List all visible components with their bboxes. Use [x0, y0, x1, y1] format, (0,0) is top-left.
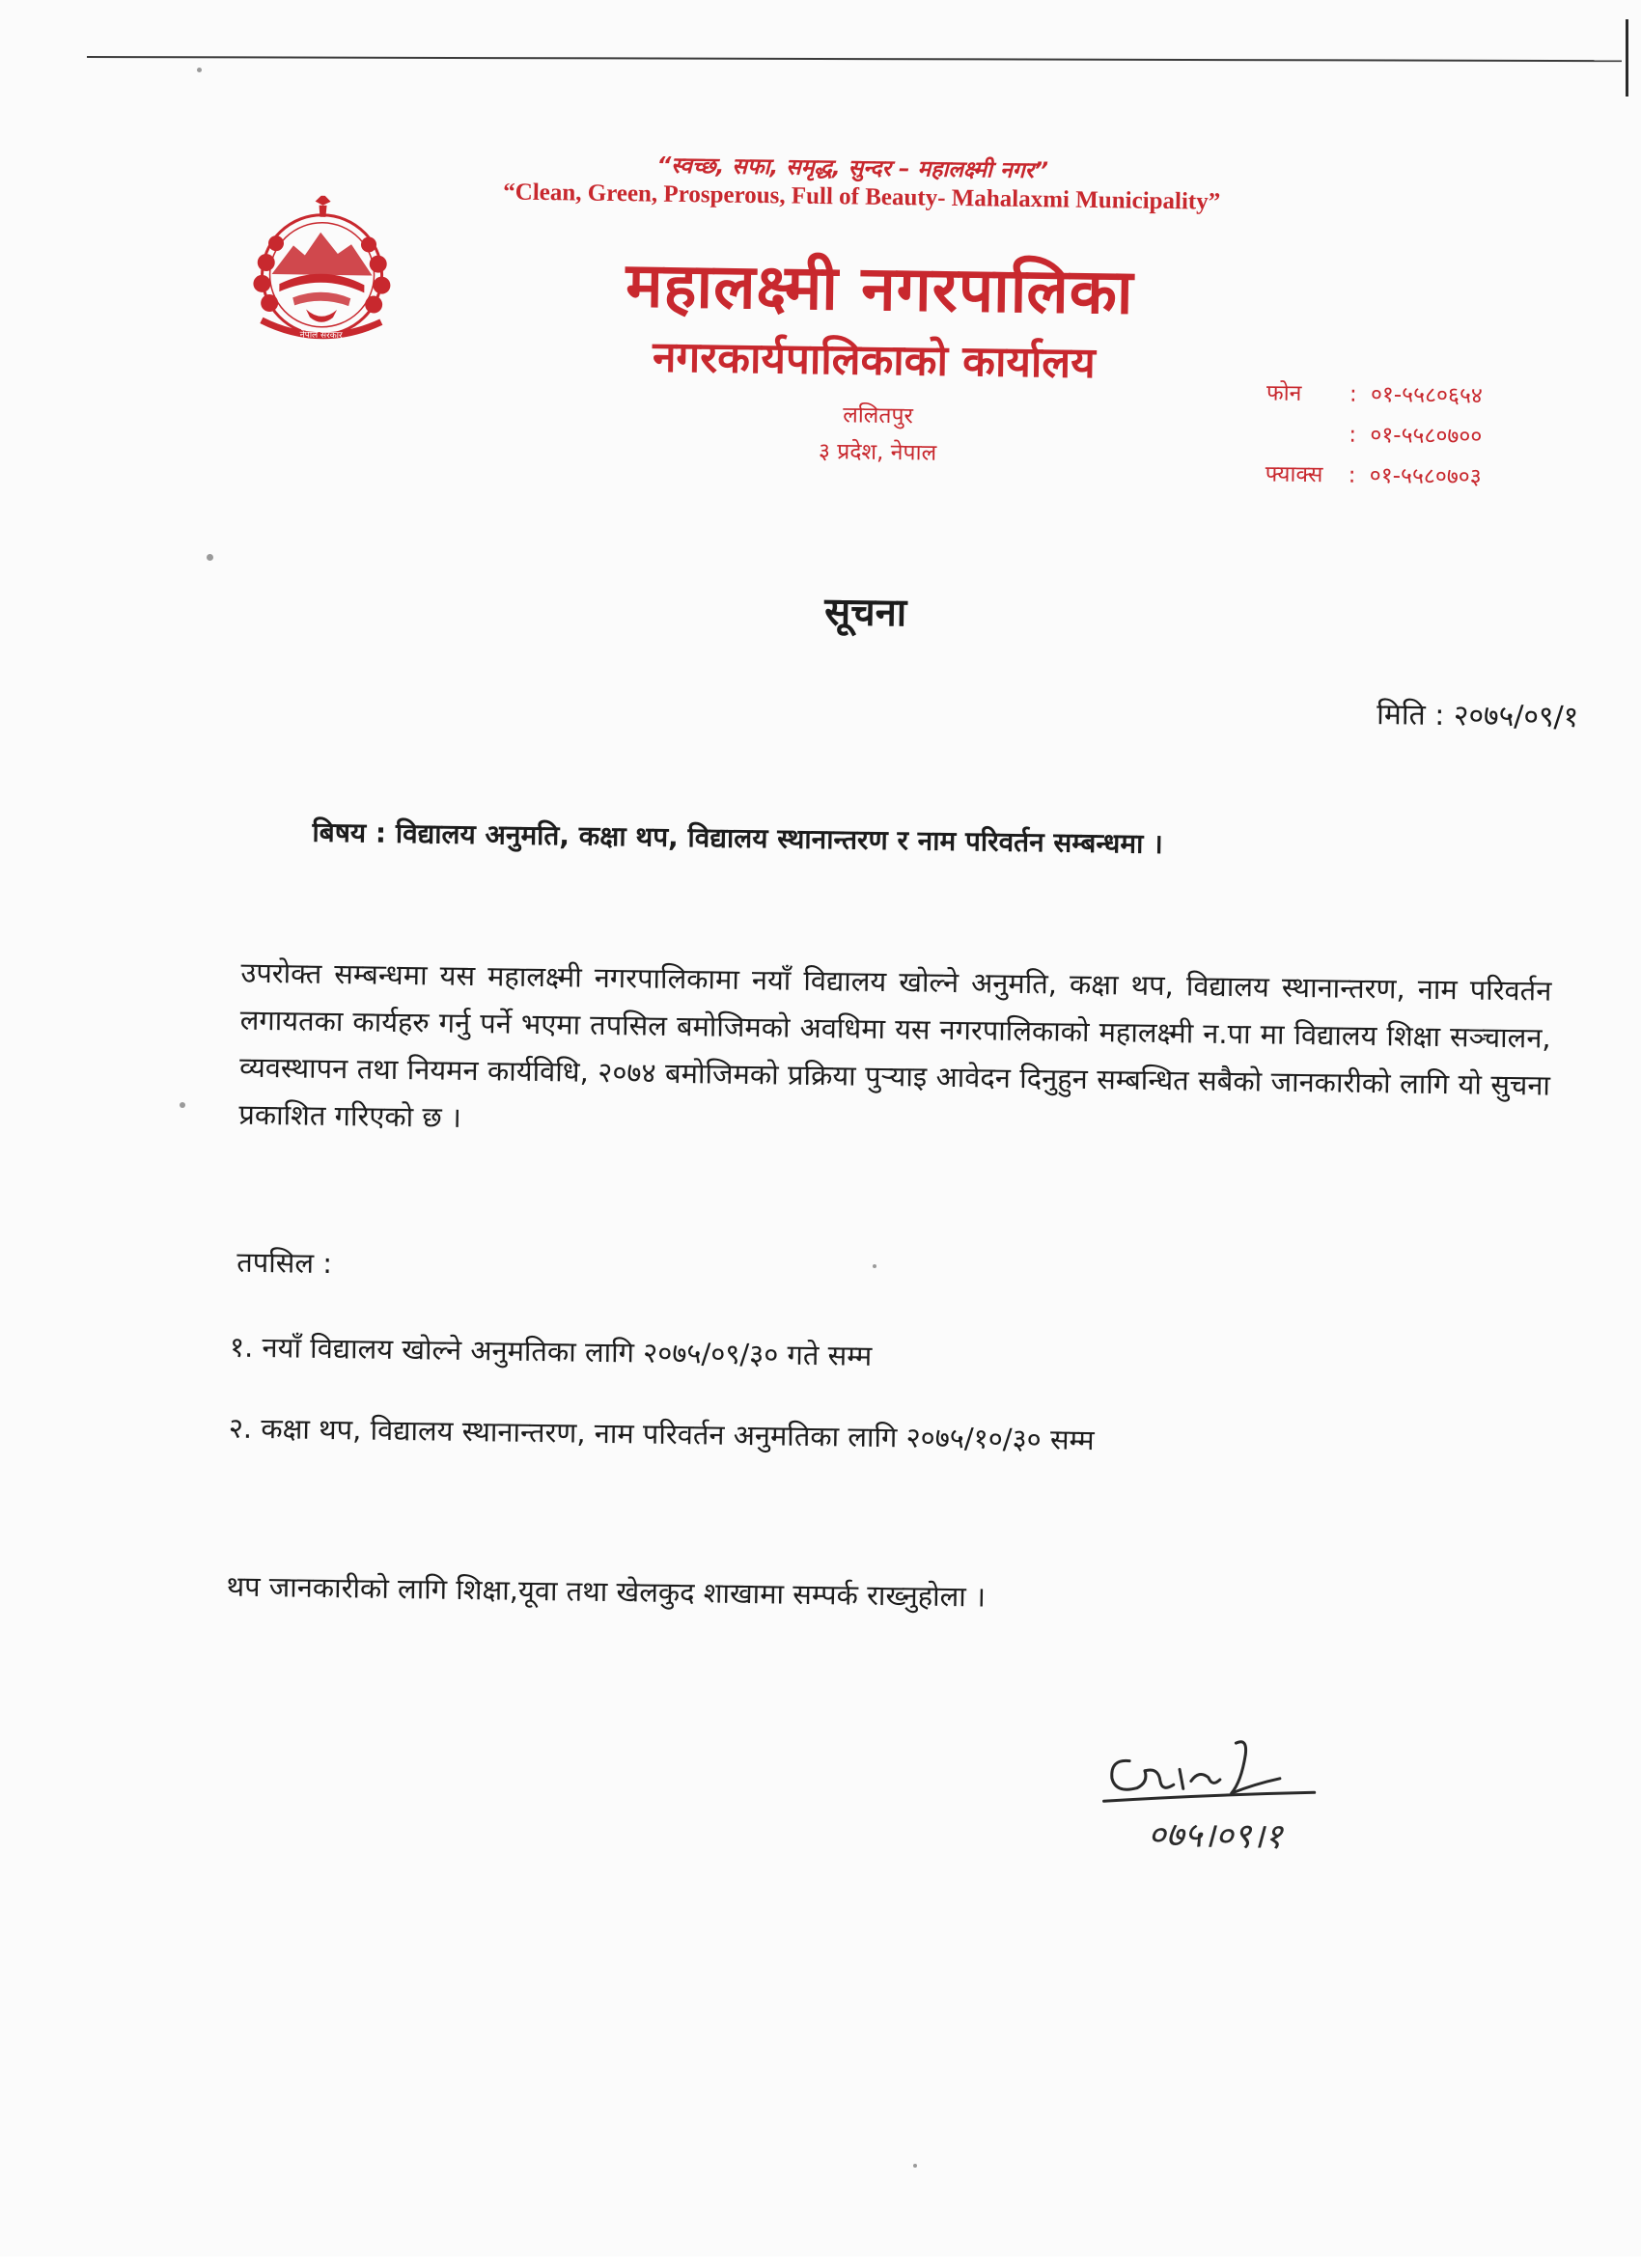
address-province: ३ प्रदेश, नेपाल — [818, 438, 937, 466]
address-city: ललितपुर — [843, 402, 914, 429]
notice-body: उपरोक्त सम्बन्धमा यस महालक्ष्मी नगरपालिकामा नयाँ विद्यालय खोल्ने अनुमति, कक्षा थप, विद्यालय स्थानान्तरण, नाम परिवर्तन लगायतका कार्यहरु गर्नु पर्ने भएमा तपसिल बमोजिमको अवधिमा यस नगरपालिकाको महालक्ष्मी न.पा मा विद्यालय शिक्षा सञ्चालन, व्यवस्थापन तथा नियमन कार्यविधि, २०७४ बमोजिमको प्रक्रिया पुऱ्याइ आवेदन दिनुहुन सम्बन्धित सबैको जानकारीको लागि यो सुचना प्रकाशित गरिएको छ । — [238, 955, 1552, 1134]
nepal-emblem-icon — [232, 195, 412, 352]
slogan-nepali: “स्वच्छ, सफा, समृद्ध, सुन्दर – महालक्ष्मी नगर” — [656, 152, 1049, 184]
org-name: महालक्ष्मी नगरपालिका — [625, 250, 1134, 329]
contact-fax — [1265, 454, 1555, 498]
closing-note: थप जानकारीको लागि शिक्षा,यूवा तथा खेलकुद शाखामा सम्पर्क राख्नुहोला । — [226, 1569, 987, 1614]
contact-label — [1266, 440, 1349, 441]
schedule-item: २. कक्षा थप, विद्यालय स्थानान्तरण, नाम परिवर्तन अनुमतिका लागि २०७५/१०/३० सम्म — [228, 1411, 1095, 1457]
scan-speck — [207, 554, 213, 561]
notice-date: मिति : २०७५/०९/१ — [1376, 698, 1579, 734]
contact-separator: : — [1349, 381, 1357, 407]
schedule-heading: तपसिल : — [236, 1245, 333, 1281]
contact-value: ०१-५५८०६५४ — [1370, 381, 1484, 409]
scan-speck — [873, 1264, 876, 1268]
contact-block — [1265, 373, 1556, 498]
scan-speck — [913, 2164, 917, 2168]
schedule-item: १. नयाँ विद्यालय खोल्ने अनुमतिका लागि २०७५/०९/३० गते सम्म — [229, 1330, 873, 1372]
office-name: नगरकार्यपालिकाको कार्यालय — [652, 332, 1097, 388]
contact-label: फ्याक्स — [1265, 461, 1323, 488]
contact-separator: : — [1348, 462, 1356, 488]
contact-value: ०१-५५८०७०३ — [1369, 462, 1482, 490]
scan-speck — [180, 1102, 185, 1108]
contact-separator: : — [1349, 422, 1357, 448]
slogan-english: “Clean, Green, Prosperous, Full of Beauty- Mahalaxmi Municipality” — [503, 179, 1221, 215]
contact-value: ०१-५५८०७०० — [1370, 422, 1483, 450]
handwritten-signature — [1089, 1731, 1400, 1880]
notice-subject: बिषय : विद्यालय अनुमति, कक्षा थप, विद्यालय स्थानान्तरण र नाम परिवर्तन सम्बन्धमा । — [312, 816, 1163, 860]
contact-phone-2 — [1266, 413, 1556, 457]
scan-speck — [197, 68, 202, 72]
contact-label: फोन — [1266, 380, 1302, 406]
signature-date: ०७५।०९।१ — [1147, 1814, 1283, 1857]
contact-phone-1 — [1266, 373, 1557, 417]
notice-title: सूचना — [823, 590, 907, 636]
emblem-banner-text: नेपाल सरकार — [299, 330, 343, 342]
